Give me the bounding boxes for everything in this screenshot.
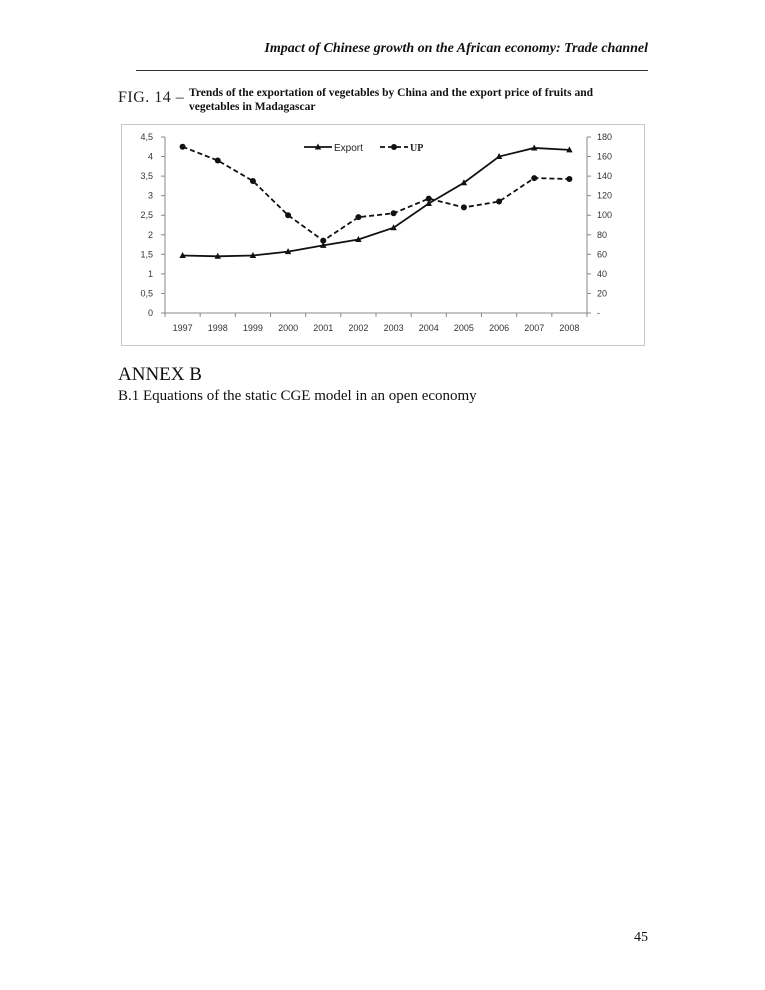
left-tick-label: 1,5 (140, 249, 153, 260)
up-data-point (461, 204, 467, 210)
x-tick-label: 2006 (489, 323, 510, 333)
right-tick-label: 120 (597, 190, 613, 201)
left-tick-label: 0 (147, 308, 153, 318)
x-tick-label: 2004 (418, 323, 439, 333)
x-tick-label: 2000 (278, 323, 299, 333)
line-chart (122, 125, 644, 345)
up-data-point (496, 199, 502, 205)
up-data-point (215, 157, 221, 163)
up-data-point (180, 144, 186, 150)
left-tick-label: 2,5 (140, 210, 153, 221)
right-tick-label: 40 (597, 268, 608, 279)
right-tick-label: - (597, 308, 600, 318)
export-series-line (183, 148, 570, 256)
up-legend-label: UP (410, 143, 424, 154)
right-tick-label: 80 (597, 229, 608, 240)
left-tick-label: 4,5 (140, 132, 153, 142)
up-data-point (566, 176, 572, 182)
figure-label: FIG. 14 – (118, 89, 185, 106)
right-tick-label: 140 (597, 171, 613, 182)
header-rule (136, 70, 648, 71)
x-tick-label: 2002 (348, 323, 369, 333)
left-tick-label: 0,5 (140, 288, 153, 299)
export-legend-label: Export (334, 143, 363, 154)
left-tick-label: 3,5 (140, 171, 153, 182)
right-tick-label: 160 (597, 151, 613, 162)
up-legend-marker (391, 144, 397, 150)
up-series-line (183, 147, 570, 241)
left-tick-label: 2 (147, 229, 153, 240)
up-data-point (391, 210, 397, 216)
annex-title: ANNEX B (118, 364, 202, 385)
chart-container (121, 124, 645, 346)
x-tick-label: 1998 (207, 323, 228, 333)
right-tick-label: 60 (597, 249, 608, 260)
left-tick-label: 1 (147, 268, 153, 279)
up-data-point (285, 212, 291, 218)
right-tick-label: 20 (597, 288, 608, 299)
figure-title: Trends of the exportation of vegetables by China and the export price of fruits and vegetables in Madagascar (189, 87, 593, 113)
running-header: Impact of Chinese growth on the African economy: Trade channel (264, 41, 648, 56)
x-tick-label: 2007 (524, 323, 545, 333)
up-data-point (531, 175, 537, 181)
x-tick-label: 1999 (242, 323, 263, 333)
up-data-point (426, 196, 432, 202)
up-data-point (320, 238, 326, 244)
right-tick-label: 180 (597, 132, 613, 142)
x-tick-label: 2003 (383, 323, 404, 333)
up-data-point (355, 214, 361, 220)
up-data-point (250, 178, 256, 184)
right-tick-label: 100 (597, 210, 613, 221)
x-tick-label: 2005 (453, 323, 474, 333)
x-tick-label: 2001 (313, 323, 334, 333)
page-number: 45 (634, 930, 648, 945)
x-tick-label: 2008 (559, 323, 580, 333)
left-tick-label: 3 (147, 190, 153, 201)
x-tick-label: 1997 (172, 323, 193, 333)
annex-subtitle: B.1 Equations of the static CGE model in an open economy (118, 388, 477, 404)
left-tick-label: 4 (147, 151, 153, 162)
